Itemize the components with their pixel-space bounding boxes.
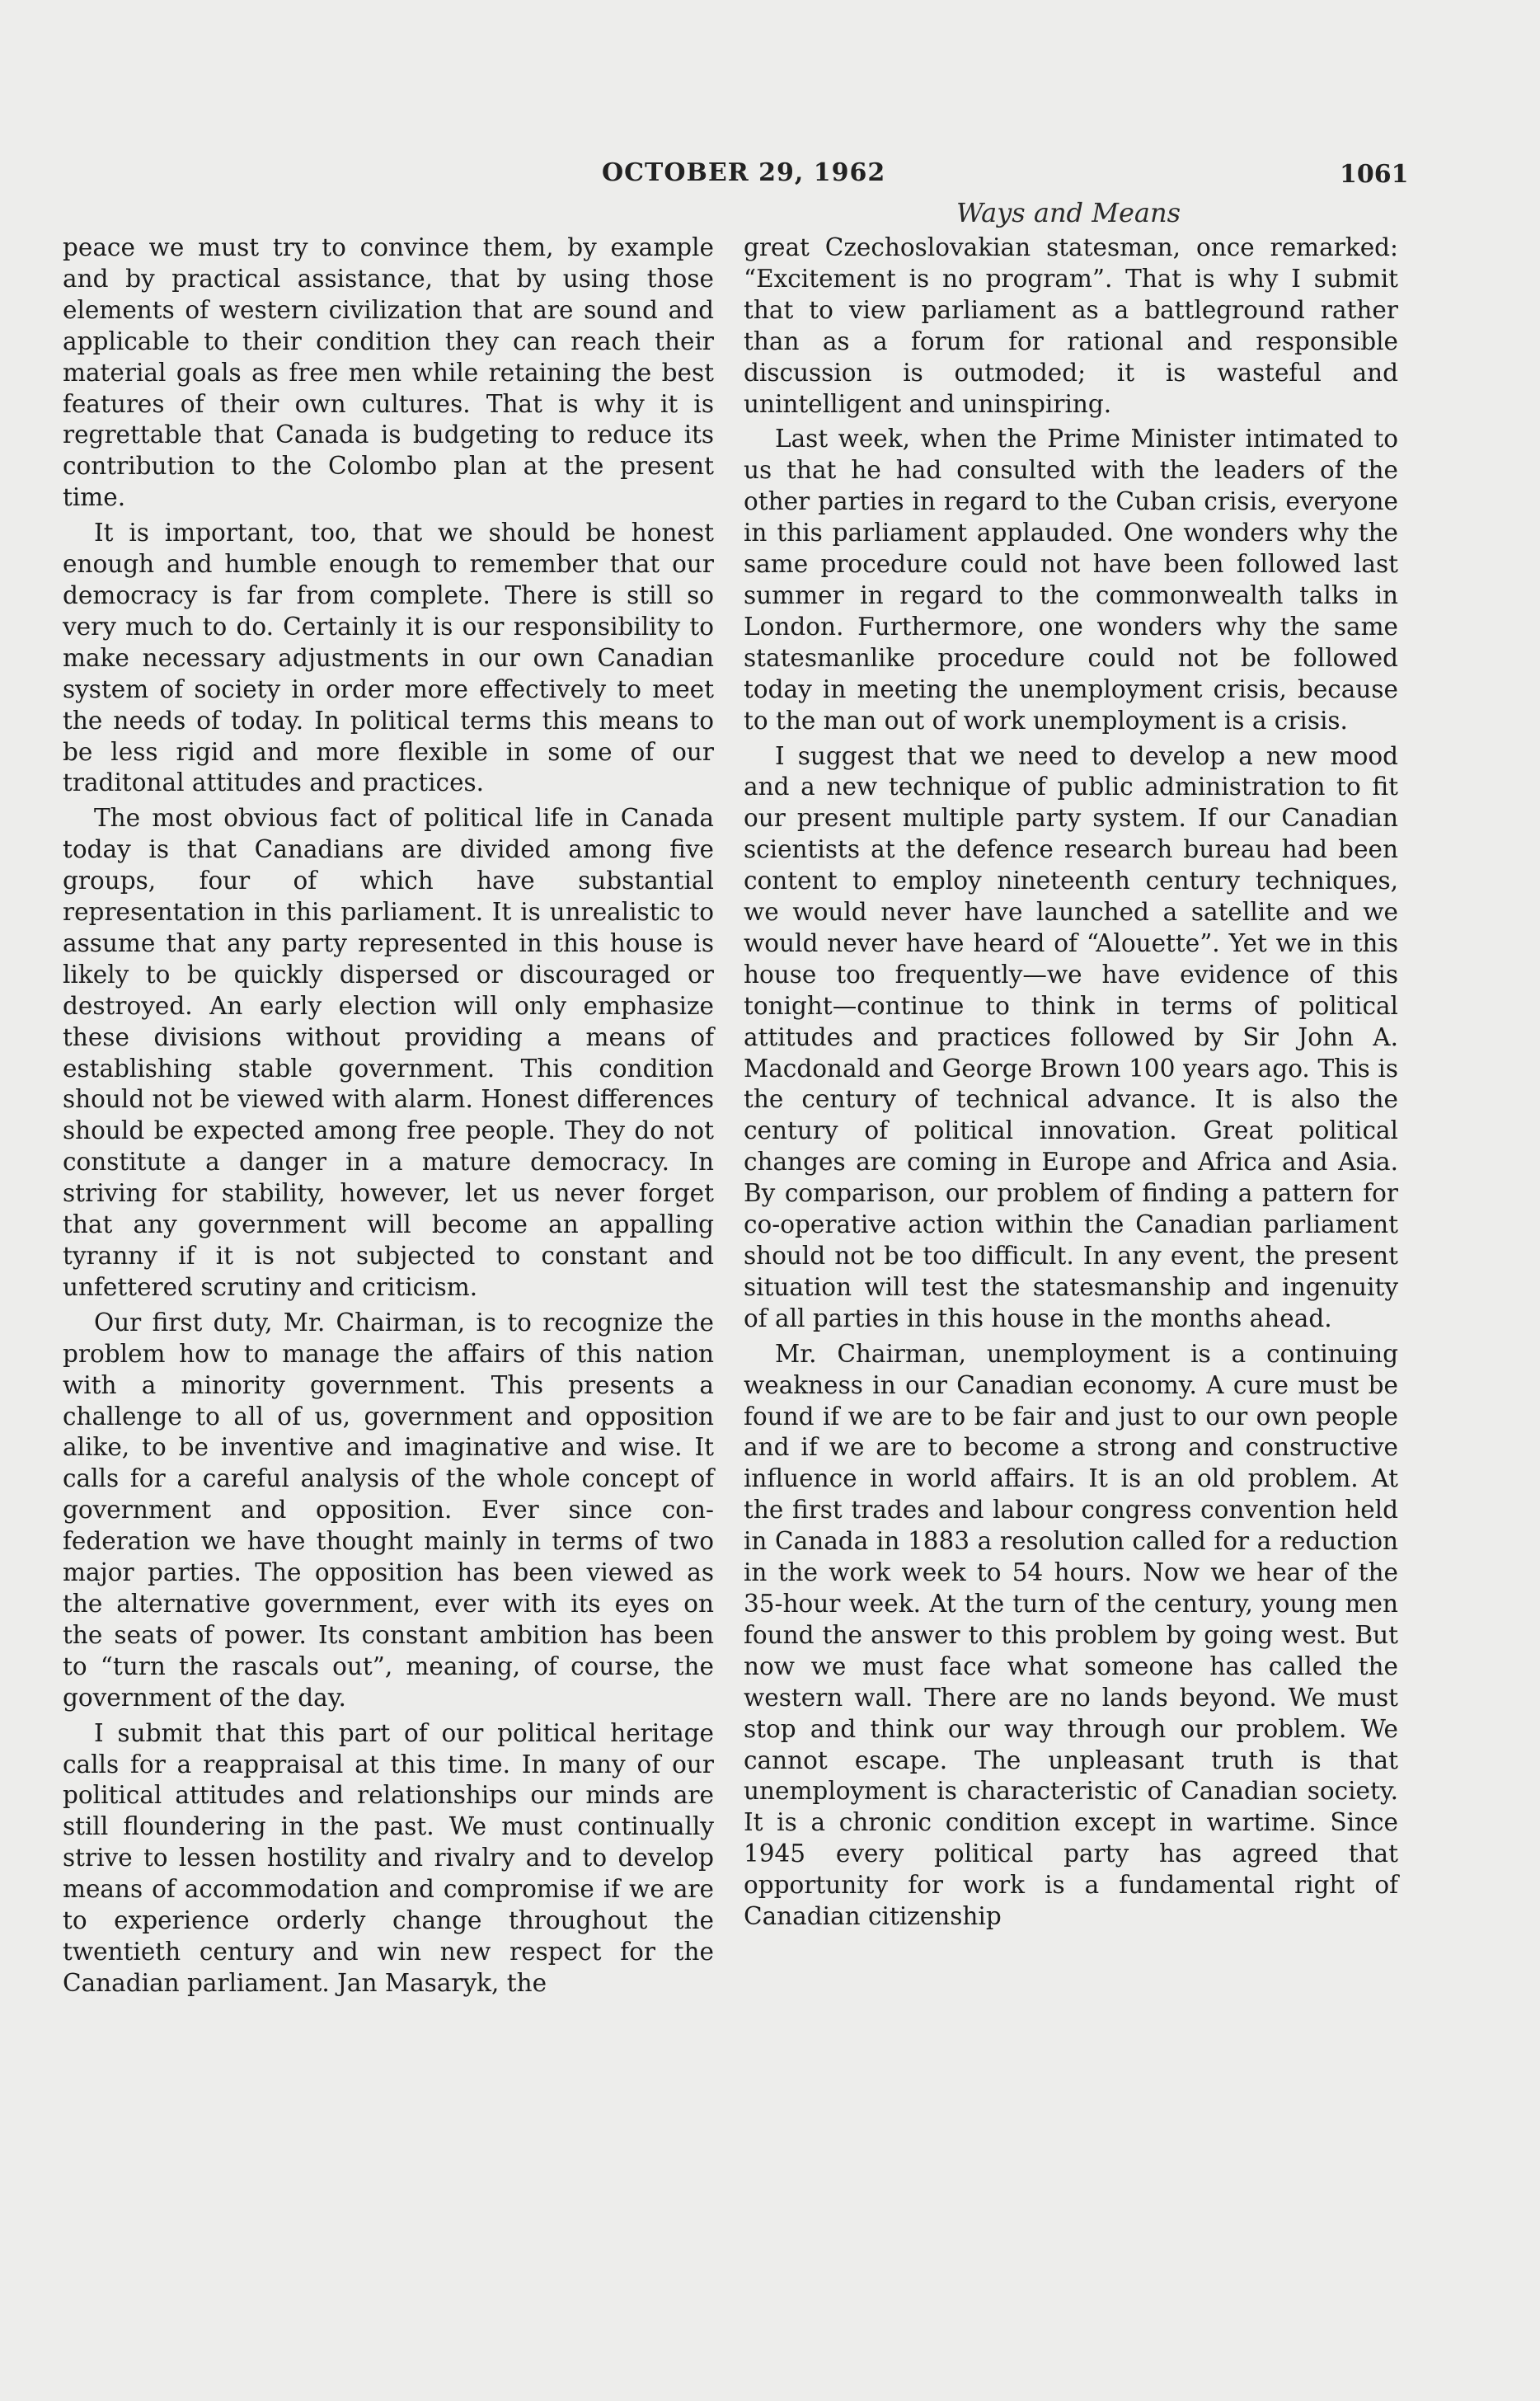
paragraph: The most obvious fact of political life in Canada today is that Canadians are divided among five groups, four of which have substantial representation in this parliament. It is unrealistic to assume that any party represented in this house is likely to be quickly dispersed or discouraged or destroyed. An early election will only emphasize these divisions without providing a means of establishing stable government. This condition should not be viewed with alarm. Honest differences should be expected among free people. They do not constitute a danger in a mature democracy. In striving for stability, however, let us never forget that any government will become an appalling tyranny if it is not subjected to constant and unfettered scrutiny and criticism. (63, 804, 714, 1301)
section-heading: Ways and Means (956, 197, 1181, 228)
paragraph: Last week, when the Prime Minister intimated to us that he had consulted with the leaders of the other parties in regard to the Cuban crisis, everyone in this parliament applauded. One wonders why the same procedure could not have been followed last summer in regard to the commonwealth talks in London. Furthermore, one wonders why the same statesmanlike procedure could not be followed today in meeting the unemployment crisis, because to the man out of work unemployment is a crisis. (744, 425, 1398, 735)
left-column (63, 233, 714, 2004)
paragraph: It is important, too, that we should be honest enough and humble enough to remember that our democracy is far from complete. There is still so very much to do. Certainly it is our responsibility to make necessary adjustments in our own Canadian system of society in order more effectively to meet the needs of today. In political terms this means to be less rigid and more flexible in some of our traditonal attitudes and practices. (63, 519, 714, 797)
paragraph: I suggest that we need to develop a new mood and a new technique of public administration to fit our present multiple party system. If our Canadian scientists at the defence research bureau had been content to employ nineteenth century techniques, we would never have launched a satellite and we would never have heard of “Alouette”. Yet we in this house too frequently—we have evidence of this tonight—continue to think in terms of political attitudes and practices followed by Sir John A. Macdonald and George Brown 100 years ago. This is the century of technical advance. It is also the century of political innovation. Great political changes are coming in Europe and Africa and Asia. By comparison, our problem of finding a pattern for co-operative action within the Canadian parliament should not be too difficult. In any event, the present situation will test the statesmanship and ingenuity of all parties in this house in the months ahead. (744, 741, 1398, 1332)
paragraph: Our first duty, Mr. Chairman, is to recognize the problem how to manage the affairs of this nation with a minority government. This presents a challenge to all of us, government and opposition alike, to be inventive and imaginative and wise. It calls for a careful analysis of the whole concept of government and opposition. Ever since confederation we have thought mainly in terms of two major parties. The opposition has been viewed as the alternative government, ever with its eyes on the seats of power. Its constant ambition has been to “turn the rascals out”, meaning, of course, the government of the day. (63, 1308, 714, 1712)
paragraph: great Czechoslovakian statesman, once remarked: “Excitement is no program”. That is why I submit that to view parliament as a battleground rather than as a forum for rational and responsible discussion is outmoded; it is wasteful and unintelligent and uninspiring. (744, 233, 1398, 418)
page-number: 1061 (1340, 160, 1409, 189)
right-column (744, 233, 1398, 1937)
paragraph: Mr. Chairman, unemployment is a continuing weakness in our Canadian economy. A cure must be found if we are to be fair and just to our own people and if we are to become a strong and constructive influence in world affairs. It is an old problem. At the first trades and labour congress convention held in Canada in 1883 a resolution called for a reduction in the work week to 54 hours. Now we hear of the 35-hour week. At the turn of the century, young men found the answer to this problem by going west. But now we must face what someone has called the western wall. There are no lands beyond. We must stop and think our way through our problem. We cannot escape. The unpleasant truth is that unemployment is characteristic of Canadian society. It is a chronic condition except in wartime. Since 1945 every political party has agreed that opportunity for work is a fundamental right of Canadian citizenship (744, 1339, 1398, 1931)
paragraph: peace we must try to convince them, by example and by practical assistance, that by using those elements of western civilization that are sound and applicable to their condition they can reach their material goals as free men while retaining the best features of their own cultures. That is why it is regrettable that Canada is budgeting to reduce its contribution to the Colombo plan at the present time. (63, 233, 714, 512)
paragraph: I submit that this part of our political heritage calls for a reappraisal at this time. In many of our political attitudes and relationships our minds are still floundering in the past. We must continually strive to lessen hostility and rivalry and to develop means of accommodation and compromise if we are to experience orderly change throughout the twentieth century and win new respect for the Canadian parliament. Jan Masaryk, the (63, 1718, 714, 1997)
running-head-date: OCTOBER 29, 1962 (602, 158, 886, 187)
